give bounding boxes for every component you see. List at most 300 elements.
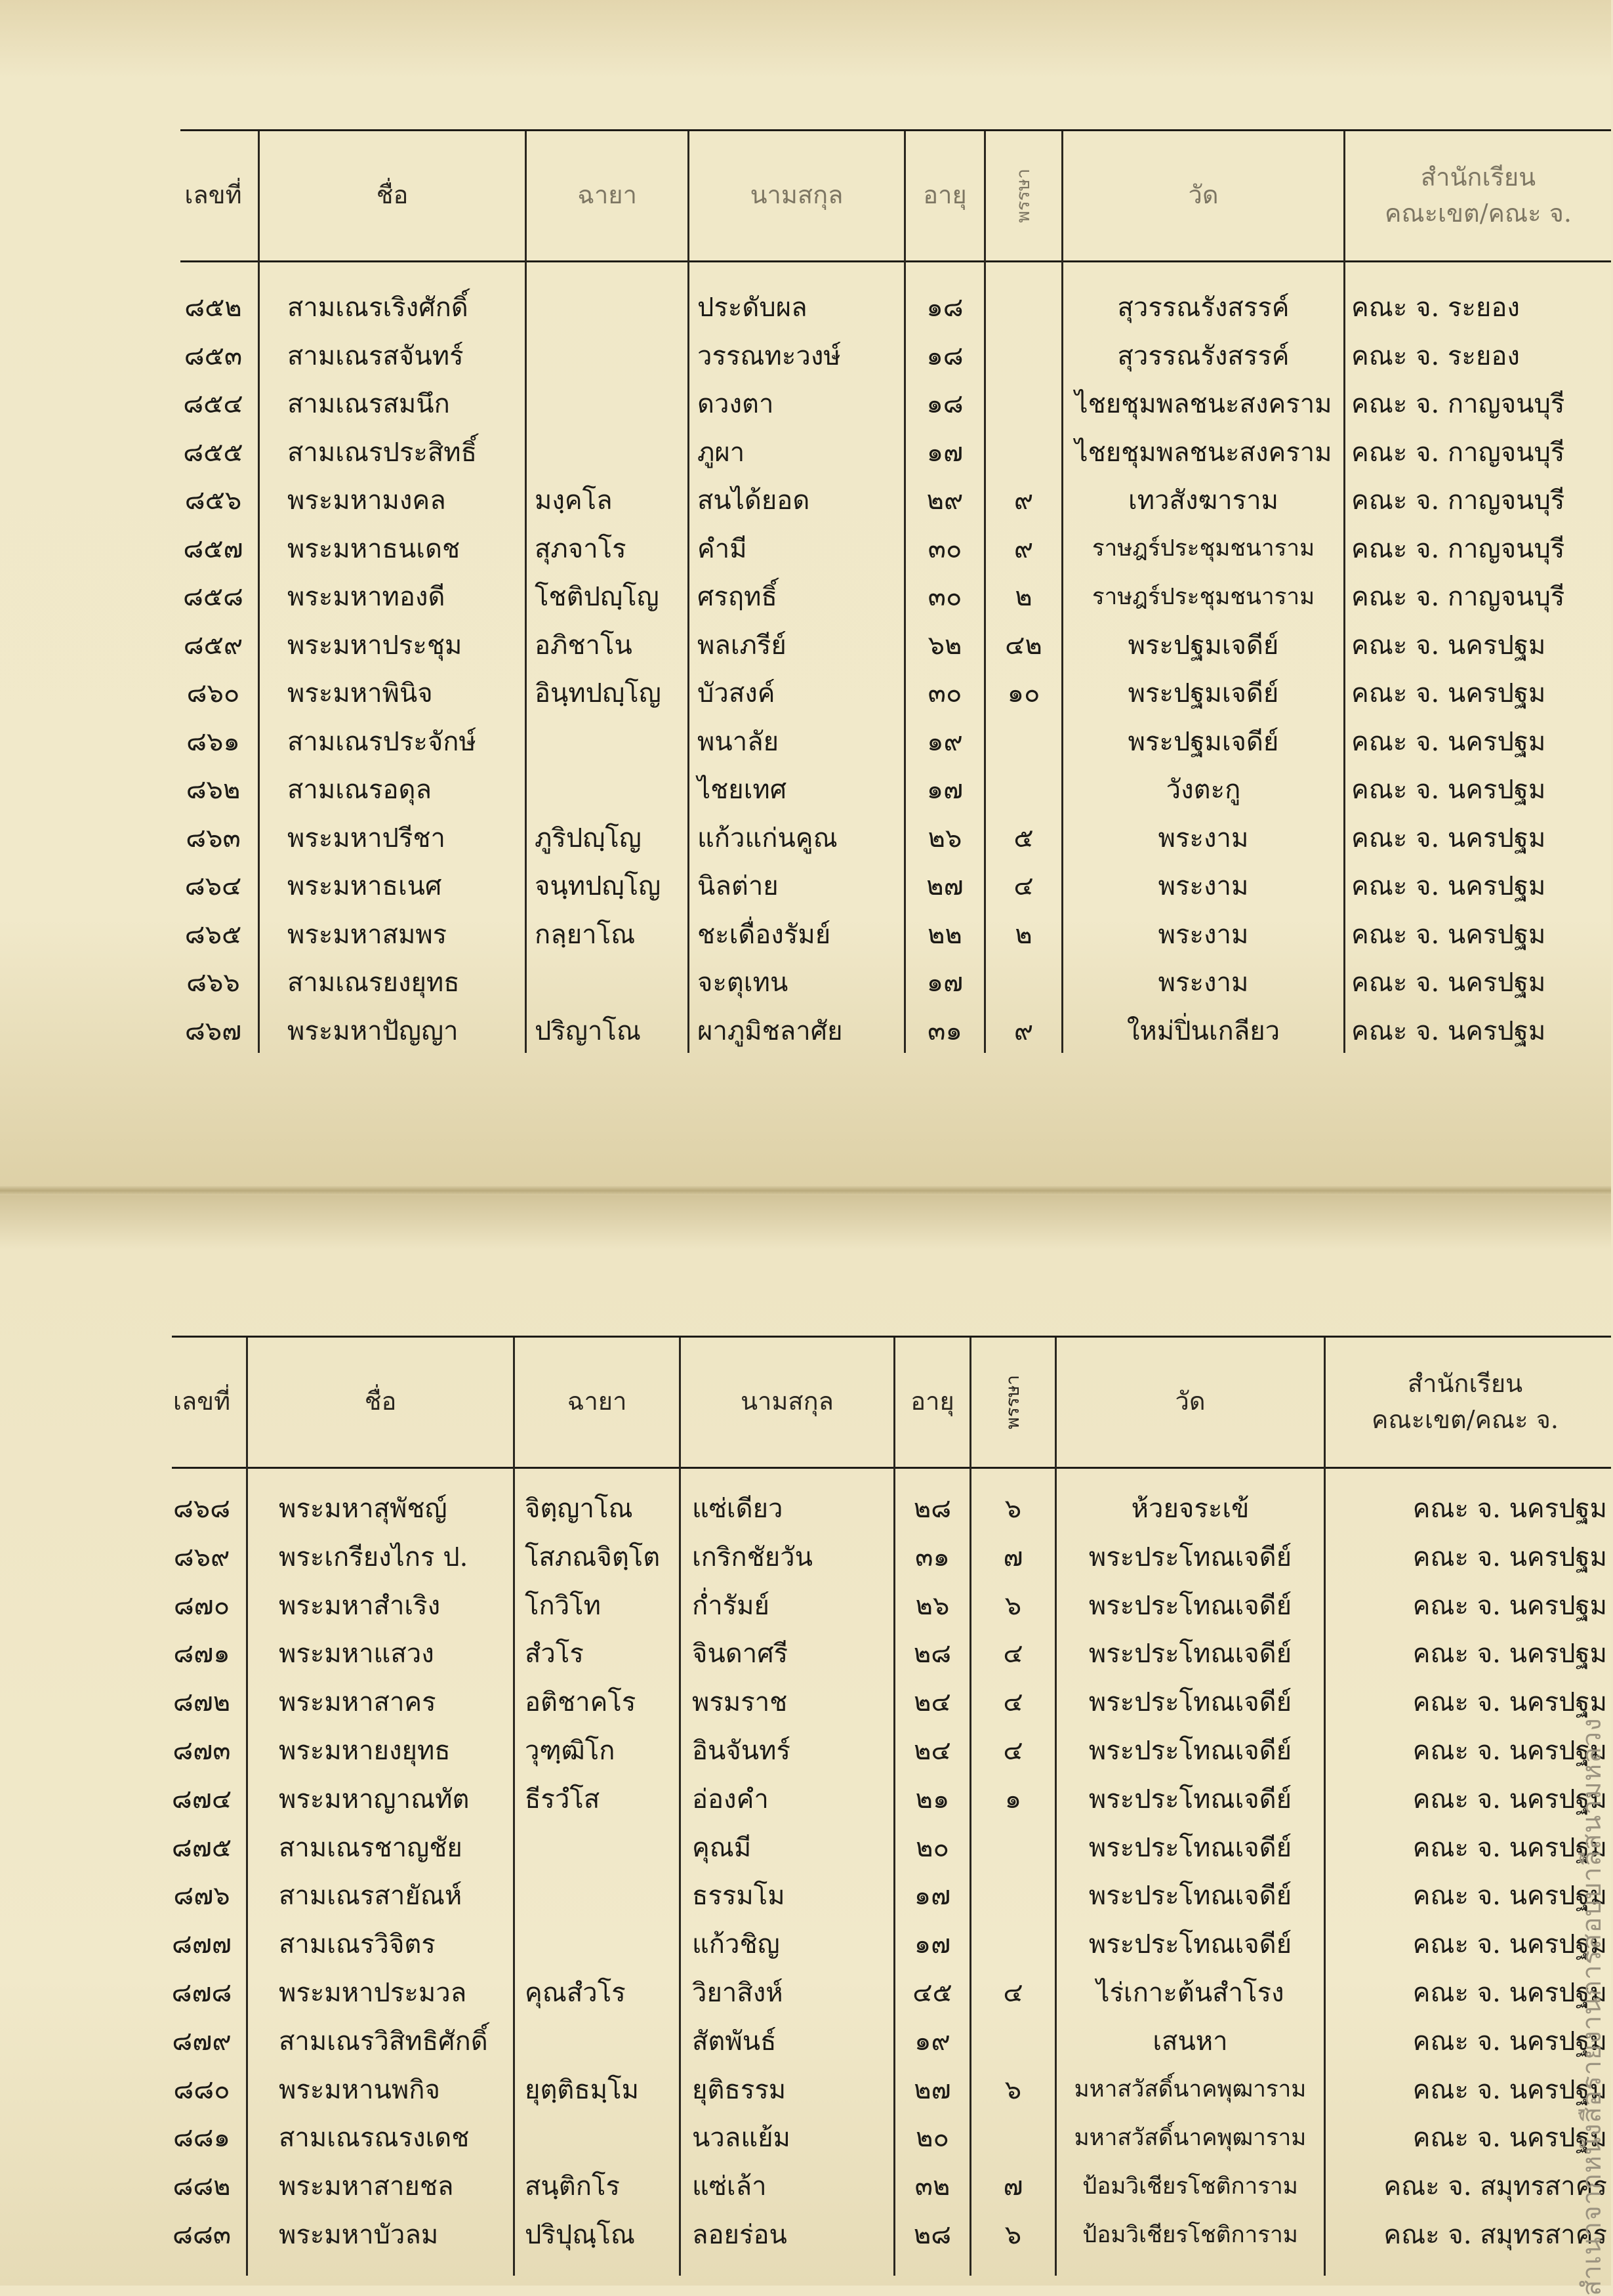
cell-no: ๘๗๙	[172, 2026, 232, 2057]
cell-no: ๘๖๕	[184, 919, 242, 950]
cell-age: ๑๗	[914, 1881, 951, 1912]
cell-chaya	[525, 2017, 679, 2064]
table-row	[0, 1920, 1611, 1967]
cell-no: ๘๘๑	[173, 2123, 231, 2154]
cell-chaya: โกวิโท	[525, 1590, 602, 1621]
cell-surname: แซ่เล้า	[692, 2171, 767, 2202]
cell-wat: มหาสวัสดิ์นาคพุฒาราม	[1074, 2076, 1307, 2103]
lower-header-wat: วัด	[1175, 1387, 1206, 1416]
cell-surname: อ่องคำ	[692, 1784, 769, 1814]
cell-chaya: อติชาคโร	[525, 1687, 636, 1718]
table-row	[0, 1007, 1611, 1054]
cell-phansa: ๔๒	[1005, 630, 1042, 661]
cell-school: คณะ จ. นครปฐม	[1412, 1542, 1607, 1572]
cell-school: คณะ จ. นครปฐม	[1412, 2074, 1607, 2105]
page-seam	[0, 1186, 1611, 1195]
cell-no: ๘๕๒	[184, 293, 242, 323]
cell-name: พระมหายงยุทธ	[279, 1736, 451, 1766]
cell-phansa: ๖	[1004, 1590, 1022, 1621]
table-row	[0, 1872, 1611, 1919]
cell-age: ๑๗	[926, 968, 964, 998]
lower-header-surname: นามสกุล	[741, 1387, 834, 1416]
cell-no: ๘๖๖	[186, 968, 240, 998]
cell-phansa	[986, 283, 1061, 331]
cell-phansa	[971, 1872, 1055, 1919]
cell-name: พระมหาทองดี	[287, 582, 445, 612]
cell-phansa: ๔	[1003, 1736, 1023, 1766]
cell-no: ๘๗๐	[173, 1590, 230, 1621]
lower-header-school-line2: คณะเขต/คณะ จ.	[1371, 1405, 1559, 1434]
cell-age: ๑๗	[926, 437, 964, 468]
cell-surname: คุณมี	[692, 1832, 752, 1863]
cell-name: พระมหาธนเดช	[287, 533, 460, 564]
cell-age: ๓๐	[928, 533, 962, 564]
cell-wat: พระงาม	[1158, 871, 1249, 901]
cell-school: คณะ จ. นครปฐม	[1412, 1687, 1607, 1718]
cell-chaya	[535, 283, 687, 331]
upper-header-surname: นามสกุล	[750, 180, 844, 210]
cell-phansa: ๔	[1003, 1639, 1023, 1670]
cell-surname: พรมราช	[692, 1687, 788, 1718]
cell-phansa	[971, 2114, 1055, 2161]
cell-no: ๘๗๒	[173, 1687, 231, 1718]
cell-name: สามเณรสายัณห์	[279, 1881, 462, 1912]
cell-no: ๘๘๓	[172, 2220, 232, 2250]
cell-school: คณะ จ. นครปฐม	[1412, 1978, 1607, 2008]
cell-no: ๘๖๒	[186, 775, 241, 805]
cell-wat: พระประโทณเจดีย์	[1088, 1881, 1292, 1912]
lower-header-phansa	[971, 1338, 1055, 1466]
cell-wat: ป้อมวิเชียรโชติการาม	[1082, 2173, 1298, 2200]
cell-wat: พระประโทณเจดีย์	[1088, 1832, 1292, 1863]
cell-name: สามเณรประสิทธิ์	[287, 437, 478, 468]
table-row	[0, 1969, 1611, 2016]
cell-no: ๘๖๘	[173, 1494, 231, 1524]
cell-age: ๑๗	[914, 1929, 951, 1960]
cell-chaya	[535, 380, 687, 427]
cell-school: คณะ จ. นครปฐม	[1412, 2123, 1607, 2154]
upper-header-age: อายุ	[923, 180, 967, 210]
cell-school: คณะ จ. นครปฐม	[1351, 823, 1546, 853]
cell-age: ๑๘	[926, 389, 964, 419]
cell-no: ๘๕๖	[184, 485, 242, 516]
cell-phansa: ๕	[1013, 823, 1034, 853]
cell-surname: ยุติธรรม	[692, 2074, 786, 2105]
cell-age: ๖๒	[928, 630, 962, 661]
cell-name: พระมหาสุพัชญ์	[279, 1494, 447, 1524]
cell-age: ๑๙	[927, 726, 963, 757]
cell-chaya: คุณสํวโร	[525, 1978, 626, 2008]
cell-no: ๘๗๔	[171, 1784, 232, 1814]
lower-header-bottom-rule	[172, 1467, 1611, 1469]
cell-wat: สุวรรณรังสรรค์	[1117, 340, 1290, 371]
table-row	[0, 428, 1611, 476]
cell-no: ๘๖๗	[184, 1015, 242, 1046]
cell-age: ๑๙	[914, 2026, 950, 2057]
lower-header-age: อายุ	[910, 1387, 954, 1416]
cell-surname: แก้วแก่นคูณ	[697, 823, 838, 853]
cell-age: ๒๖	[915, 1590, 950, 1621]
cell-name: พระมหานพกิจ	[279, 2074, 440, 2105]
cell-school: คณะ จ. นครปฐม	[1351, 871, 1546, 901]
cell-age: ๒๗	[914, 2074, 951, 2105]
cell-name: พระมหาแสวง	[279, 1639, 434, 1670]
table-row	[0, 958, 1611, 1006]
table-row	[0, 766, 1611, 813]
cell-wat: ไชยชุมพลชนะสงคราม	[1074, 437, 1332, 468]
table-row	[0, 1824, 1611, 1871]
cell-no: ๘๗๗	[171, 1929, 232, 1960]
cell-name: สามเณรชาญชัย	[279, 1832, 462, 1863]
cell-age: ๓๐	[928, 678, 962, 708]
cell-surname: วิยาสิงห์	[692, 1978, 783, 2008]
cell-no: ๘๖๐	[186, 678, 240, 708]
cell-school: คณะ จ. นครปฐม	[1351, 726, 1546, 757]
lower-header-chaya: ฉายา	[567, 1387, 627, 1416]
cell-chaya: จนฺทปญฺโญ	[535, 871, 661, 901]
cell-chaya: กลฺยาโณ	[535, 919, 636, 950]
cell-name: พระมหาปรีชา	[287, 823, 446, 853]
cell-school: คณะ จ. กาญจนบุรี	[1351, 437, 1565, 468]
cell-surname: ผาภูมิชลาศัย	[697, 1015, 843, 1046]
cell-chaya: จิตฺญาโณ	[525, 1494, 633, 1524]
table-row	[0, 283, 1611, 331]
cell-school: คณะ จ. นครปฐม	[1412, 1881, 1607, 1912]
cell-chaya	[535, 718, 687, 765]
cell-surname: พนาลัย	[697, 726, 779, 757]
cell-no: ๘๗๑	[173, 1639, 230, 1670]
cell-age: ๒๖	[928, 823, 962, 853]
cell-chaya: ภูริปญฺโญ	[535, 823, 642, 853]
cell-chaya: อภิชาโน	[535, 630, 632, 661]
cell-name: พระมหาประชุม	[287, 630, 462, 661]
cell-name: พระมหาปัญญา	[287, 1015, 459, 1046]
cell-age: ๒๘	[913, 1494, 952, 1524]
cell-surname: ไชยเทศ	[697, 775, 787, 805]
cell-wat: ไชยชุมพลชนะสงคราม	[1074, 389, 1332, 419]
cell-name: พระเกรียงไกร ป.	[279, 1542, 468, 1572]
cell-school: คณะ จ. นครปฐม	[1412, 1590, 1607, 1621]
cell-wat: พระประโทณเจดีย์	[1088, 1784, 1292, 1814]
cell-wat: เสนหา	[1153, 2026, 1228, 2057]
cell-name: พระมหาสายชล	[279, 2171, 454, 2202]
cell-surname: อินจันทร์	[692, 1736, 790, 1766]
cell-school: คณะ จ. กาญจนบุรี	[1351, 582, 1565, 612]
cell-phansa: ๖	[1004, 2220, 1022, 2250]
cell-age: ๔๕	[912, 1978, 952, 2008]
cell-no: ๘๗๕	[171, 1832, 232, 1863]
cell-phansa	[986, 958, 1061, 1006]
cell-school: คณะ จ. นครปฐม	[1351, 919, 1546, 950]
cell-wat: พระประโทณเจดีย์	[1088, 1687, 1292, 1718]
cell-chaya: โชติปญฺโญ	[535, 582, 659, 612]
table-row	[0, 2211, 1611, 2258]
cell-surname: ธรรมโม	[692, 1881, 785, 1912]
cell-surname: สัตพันธ์	[692, 2026, 777, 2057]
cell-phansa: ๑	[1004, 1784, 1022, 1814]
cell-no: ๘๕๔	[183, 389, 243, 419]
cell-chaya: ยุตฺติธมฺโม	[525, 2074, 640, 2105]
cell-school: คณะ จ. กาญจนบุรี	[1351, 533, 1565, 564]
upper-header-phansa	[986, 131, 1061, 260]
table-row	[0, 1678, 1611, 1725]
cell-phansa: ๗	[1003, 1542, 1023, 1572]
cell-age: ๒๒	[928, 919, 962, 950]
cell-phansa	[971, 2017, 1055, 2064]
cell-chaya: สนฺติกโร	[525, 2171, 620, 2202]
cell-wat: พระปฐมเจดีย์	[1128, 630, 1279, 661]
cell-chaya: วุฑฺฒิโก	[525, 1736, 615, 1766]
cell-no: ๘๗๖	[173, 1881, 230, 1912]
cell-phansa	[971, 1920, 1055, 1967]
table-row	[0, 380, 1611, 427]
cell-chaya	[525, 1920, 679, 1967]
cell-wat: สุวรรณรังสรรค์	[1117, 293, 1290, 323]
table-row	[0, 2066, 1611, 2113]
cell-chaya: ปริปุณฺโณ	[525, 2220, 635, 2250]
cell-no: ๘๕๓	[184, 340, 243, 371]
cell-wat: ป้อมวิเชียรโชติการาม	[1082, 2221, 1298, 2248]
cell-wat: ใหม่ปิ่นเกลียว	[1126, 1015, 1280, 1046]
cell-school: คณะ จ. นครปฐม	[1412, 1494, 1607, 1524]
cell-age: ๒๐	[916, 1832, 949, 1863]
cell-wat: เทวสังฆาราม	[1128, 485, 1278, 516]
table-row	[0, 1582, 1611, 1629]
cell-surname: ก่ำรัมย์	[692, 1590, 769, 1621]
cell-chaya	[525, 2114, 679, 2161]
cell-wat: พระงาม	[1158, 919, 1249, 950]
cell-name: พระมหามงคล	[287, 485, 446, 516]
cell-wat: พระประโทณเจดีย์	[1088, 1736, 1292, 1766]
cell-surname: แซ่เดียว	[692, 1494, 783, 1524]
cell-surname: บัวสงค์	[697, 678, 775, 708]
cell-wat: พระปฐมเจดีย์	[1128, 678, 1279, 708]
table-row	[0, 2114, 1611, 2161]
upper-header-no: เลขที่	[184, 180, 242, 210]
cell-phansa: ๔	[1003, 1687, 1023, 1718]
margin-stamp-text: สำเนาจากหนังสือรายงานการสอบบาลีสนามหลวง	[1577, 1717, 1607, 2296]
cell-wat: พระประโทณเจดีย์	[1088, 1929, 1292, 1960]
cell-school: คณะ จ. นครปฐม	[1351, 968, 1546, 998]
cell-surname: สนได้ยอด	[697, 485, 810, 516]
cell-surname: นิลต่าย	[697, 871, 779, 901]
cell-phansa: ๙	[1013, 485, 1034, 516]
table-row	[0, 476, 1611, 523]
cell-phansa: ๖	[1004, 1494, 1022, 1524]
cell-wat: พระงาม	[1158, 968, 1249, 998]
cell-wat: พระงาม	[1158, 823, 1249, 853]
cell-surname: ศรฤทธิ์	[697, 582, 777, 612]
cell-chaya: ธีรวํโส	[525, 1784, 600, 1814]
cell-school: คณะ จ. นครปฐม	[1412, 1929, 1607, 1960]
cell-chaya	[535, 332, 687, 379]
cell-no: ๘๕๘	[183, 582, 243, 612]
cell-name: สามเณรณรงเดช	[279, 2123, 470, 2154]
cell-surname: คำมี	[697, 533, 747, 564]
cell-surname: ลอยร่อน	[692, 2220, 787, 2250]
cell-surname: ภูผา	[697, 437, 745, 468]
cell-age: ๒๘	[913, 1639, 952, 1670]
cell-name: พระมหาญาณทัต	[279, 1784, 470, 1814]
cell-school: คณะ จ. ระยอง	[1351, 293, 1520, 323]
cell-phansa	[986, 380, 1061, 427]
cell-wat: พระประโทณเจดีย์	[1088, 1639, 1292, 1670]
cell-phansa: ๔	[1013, 871, 1034, 901]
cell-name: สามเณรวิสิทธิศักดิ์	[279, 2026, 488, 2057]
lower-header-name: ชื่อ	[364, 1387, 397, 1416]
cell-age: ๒๗	[926, 871, 964, 901]
cell-school: คณะ จ. นครปฐม	[1351, 630, 1546, 661]
table-row	[0, 525, 1611, 572]
table-row	[0, 1485, 1611, 1532]
cell-school: คณะ จ. นครปฐม	[1412, 1736, 1607, 1766]
cell-age: ๒๔	[914, 1736, 951, 1766]
table-row	[0, 718, 1611, 765]
table-row	[0, 1630, 1611, 1677]
cell-name: พระมหาสำเริง	[279, 1590, 441, 1621]
cell-surname: เกริกชัยวัน	[692, 1542, 813, 1572]
cell-phansa	[986, 766, 1061, 813]
cell-wat: ห้วยจระเข้	[1131, 1494, 1250, 1524]
table-row	[0, 669, 1611, 716]
cell-school: คณะ จ. นครปฐม	[1412, 1639, 1607, 1670]
cell-no: ๘๘๒	[173, 2171, 231, 2202]
cell-age: ๓๒	[914, 2171, 950, 2202]
cell-chaya	[535, 958, 687, 1006]
upper-header-chaya: ฉายา	[577, 180, 637, 210]
cell-age: ๓๑	[928, 1015, 962, 1046]
cell-age: ๒๔	[914, 1687, 951, 1718]
cell-surname: วรรณทะวงษ์	[697, 340, 841, 371]
cell-phansa: ๖	[1004, 2074, 1022, 2105]
cell-name: สามเณรประจักษ์	[287, 726, 476, 757]
cell-phansa	[986, 428, 1061, 476]
table-row	[0, 1775, 1611, 1822]
cell-chaya: สํวโร	[525, 1639, 584, 1670]
table-row	[0, 1533, 1611, 1580]
upper-header-phansa-text: พรรษา	[1012, 168, 1034, 223]
cell-no: ๘๖๑	[186, 726, 240, 757]
cell-phansa	[971, 1824, 1055, 1871]
cell-chaya: สุภจาโร	[535, 533, 626, 564]
table-row	[0, 2162, 1611, 2209]
cell-name: สามเณรเริงศักดิ์	[287, 293, 468, 323]
table-row	[0, 814, 1611, 861]
lower-header-no: เลขที่	[173, 1387, 231, 1416]
cell-surname: นวลแย้ม	[692, 2123, 790, 2154]
cell-no: ๘๖๔	[184, 871, 242, 901]
cell-wat: ราษฎร์ประชุมชนาราม	[1092, 583, 1315, 610]
cell-school: คณะ จ. นครปฐม	[1351, 678, 1546, 708]
table-row	[0, 1727, 1611, 1774]
cell-name: สามเณรสมนึก	[287, 389, 450, 419]
cell-school: คณะ จ. สมุทรสาคร	[1383, 2171, 1607, 2202]
cell-name: พระมหาสาคร	[279, 1687, 436, 1718]
cell-name: สามเณรอดุล	[287, 775, 432, 805]
cell-surname: พลเภรีย์	[697, 630, 786, 661]
cell-wat: พระประโทณเจดีย์	[1088, 1590, 1292, 1621]
cell-name: สามเณรสจันทร์	[287, 340, 464, 371]
cell-phansa: ๔	[1003, 1978, 1023, 2008]
cell-chaya	[525, 1872, 679, 1919]
cell-age: ๓๑	[915, 1542, 950, 1572]
cell-school: คณะ จ. นครปฐม	[1412, 2026, 1607, 2057]
cell-surname: ดวงตา	[697, 389, 774, 419]
lower-header-school	[1326, 1338, 1604, 1466]
cell-age: ๒๐	[916, 2123, 949, 2154]
cell-phansa	[986, 332, 1061, 379]
cell-school: คณะ จ. นครปฐม	[1351, 775, 1546, 805]
cell-wat: พระปฐมเจดีย์	[1128, 726, 1279, 757]
cell-no: ๘๖๓	[186, 823, 241, 853]
cell-surname: จะตุเทน	[697, 968, 788, 998]
cell-age: ๑๘	[926, 293, 964, 323]
cell-phansa: ๙	[1013, 1015, 1034, 1046]
cell-surname: ชะเดื่องรัมย์	[697, 919, 831, 950]
table-row	[0, 862, 1611, 909]
upper-header-wat: วัด	[1188, 180, 1219, 210]
cell-surname: แก้วชิญ	[692, 1929, 780, 1960]
upper-header-school-line1: สำนักเรียน	[1420, 162, 1536, 192]
cell-wat: ไร่เกาะต้นสำโรง	[1096, 1978, 1284, 2008]
cell-chaya	[535, 428, 687, 476]
cell-chaya: อินฺทปญฺโญ	[535, 678, 661, 708]
upper-header-school-line2: คณะเขต/คณะ จ.	[1384, 199, 1572, 228]
table-row	[0, 911, 1611, 958]
cell-name: สามเณรยงยุทธ	[287, 968, 460, 998]
cell-no: ๘๖๙	[173, 1542, 230, 1572]
table-row	[0, 332, 1611, 379]
cell-wat: ราษฎร์ประชุมชนาราม	[1092, 535, 1315, 562]
cell-name: พระมหาพินิจ	[287, 678, 433, 708]
cell-wat: พระประโทณเจดีย์	[1088, 1542, 1292, 1572]
cell-phansa: ๙	[1013, 533, 1034, 564]
cell-age: ๑๗	[926, 775, 964, 805]
cell-school: คณะ จ. นครปฐม	[1412, 1832, 1607, 1863]
cell-phansa	[986, 718, 1061, 765]
cell-age: ๑๘	[926, 340, 964, 371]
cell-chaya: โสภณจิตฺโต	[525, 1542, 661, 1572]
cell-surname: ประดับผล	[697, 293, 807, 323]
upper-header-name: ชื่อ	[376, 180, 409, 210]
cell-school: คณะ จ. กาญจนบุรี	[1351, 485, 1565, 516]
cell-phansa: ๗	[1003, 2171, 1023, 2202]
cell-wat: วังตะกู	[1166, 775, 1241, 805]
table-row	[0, 573, 1611, 620]
cell-age: ๒๑	[915, 1784, 950, 1814]
cell-chaya: ปริญาโณ	[535, 1015, 642, 1046]
cell-surname: จินดาศรี	[692, 1639, 788, 1670]
cell-age: ๓๐	[928, 582, 962, 612]
cell-name: พระมหาสมพร	[287, 919, 447, 950]
table-row	[0, 621, 1611, 668]
lower-header-phansa-text: พรรษา	[1002, 1374, 1024, 1429]
cell-no: ๘๕๕	[183, 437, 243, 468]
cell-no: ๘๘๐	[173, 2074, 230, 2105]
cell-no: ๘๗๘	[171, 1978, 232, 2008]
table-row	[0, 2017, 1611, 2064]
cell-no: ๘๗๓	[173, 1736, 231, 1766]
cell-school: คณะ จ. สมุทรสาคร	[1383, 2220, 1607, 2250]
cell-name: พระมหาบัวลม	[279, 2220, 439, 2250]
cell-no: ๘๕๗	[183, 533, 243, 564]
cell-school: คณะ จ. นครปฐม	[1351, 1015, 1546, 1046]
cell-name: พระมหาธเนศ	[287, 871, 442, 901]
cell-wat: มหาสวัสดิ์นาคพุฒาราม	[1074, 2124, 1307, 2151]
upper-header-bottom-rule	[180, 260, 1611, 262]
cell-age: ๒๙	[926, 485, 964, 516]
cell-chaya: มงฺคโล	[535, 485, 613, 516]
